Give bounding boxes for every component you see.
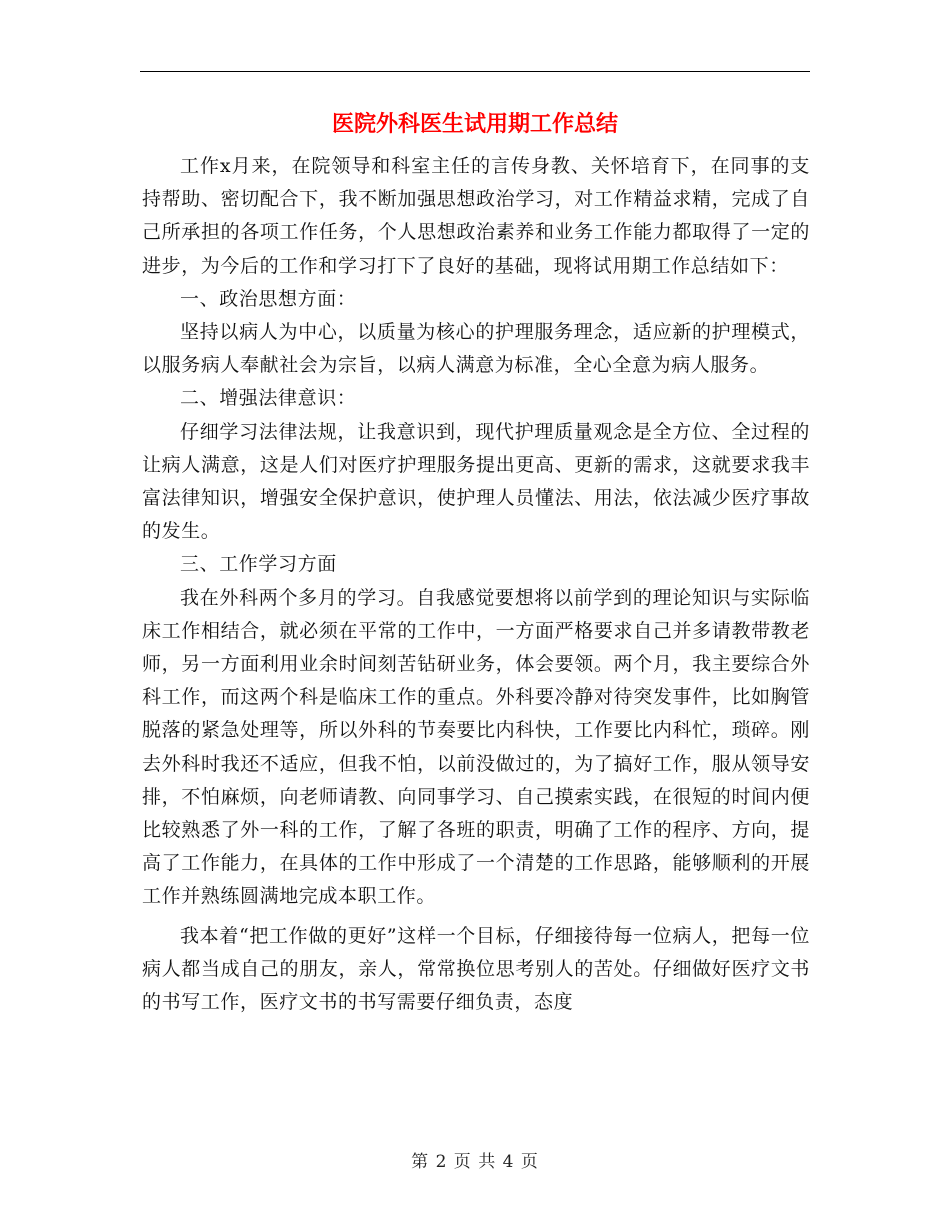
document-body — [142, 150, 810, 1019]
paragraph-goal: 我本着“把工作做的更好”这样一个目标，仔细接待每一位病人，把每一位病人都当成自己的朋友，亲人，常常换位思考别人的苦处。仔细做好医疗文书的书写工作，医疗文书的书写需要仔细负责，态度 — [142, 924, 810, 1014]
paragraph-legal: 仔细学习法律法规，让我意识到，现代护理质量观念是全方位、全过程的让病人满意，这是人们对医疗护理服务提出更高、更新的需求，这就要求我丰富法律知识，增强安全保护意识，使护理人员懂法、用法，依法减少医疗事故的发生。 — [142, 420, 810, 543]
paragraph-work-study: 我在外科两个多月的学习。自我感觉要想将以前学到的理论知识与实际临床工作相结合，就必须在平常的工作中，一方面严格要求自己并多请教带教老师，另一方面利用业余时间刻苦钻研业务，体会要领。两个月，我主要综合外科工作，而这两个科是临床工作的重点。外科要冷静对待突发事件，比如胸管脱落的紧急处理等，所以外科的节奏要比内科快，工作要比内科忙，琐碎。刚去外科时我还不适应，但我不怕，以前没做过的，为了搞好工作，服从领导安排，不怕麻烦，向老师请教、向同事学习、自己摸索实践，在很短的时间内便比较熟悉了外一科的工作，了解了各班的职责，明确了工作的程序、方向，提高了工作能力，在具体的工作中形成了一个清楚的工作思路，能够顺利的开展工作并熟练圆满地完成本职工作。 — [142, 586, 810, 908]
paragraph-political: 坚持以病人为中心，以质量为核心的护理服务理念，适应新的护理模式，以服务病人奉献社会为宗旨，以病人满意为标准，全心全意为病人服务。 — [142, 321, 810, 377]
header-rule — [140, 71, 810, 72]
page-number: 第 2 页 共 4 页 — [411, 1152, 539, 1172]
page-footer — [0, 1150, 950, 1174]
section-heading-legal: 二、增强法律意识： — [180, 387, 357, 410]
section-heading-political: 一、政治思想方面： — [180, 287, 357, 310]
document-title: 医院外科医生试用期工作总结 — [331, 112, 618, 137]
section-heading-work-study: 三、工作学习方面 — [180, 553, 337, 576]
paragraph-intro: 工作x月来，在院领导和科室主任的言传身教、关怀培育下，在同事的支持帮助、密切配合下，我不断加强思想政治学习，对工作精益求精，完成了自己所承担的各项工作任务，个人思想政治素养和业务工作能力都取得了一定的进步，为今后的工作和学习打下了良好的基础，现将试用期工作总结如下： — [142, 155, 810, 277]
